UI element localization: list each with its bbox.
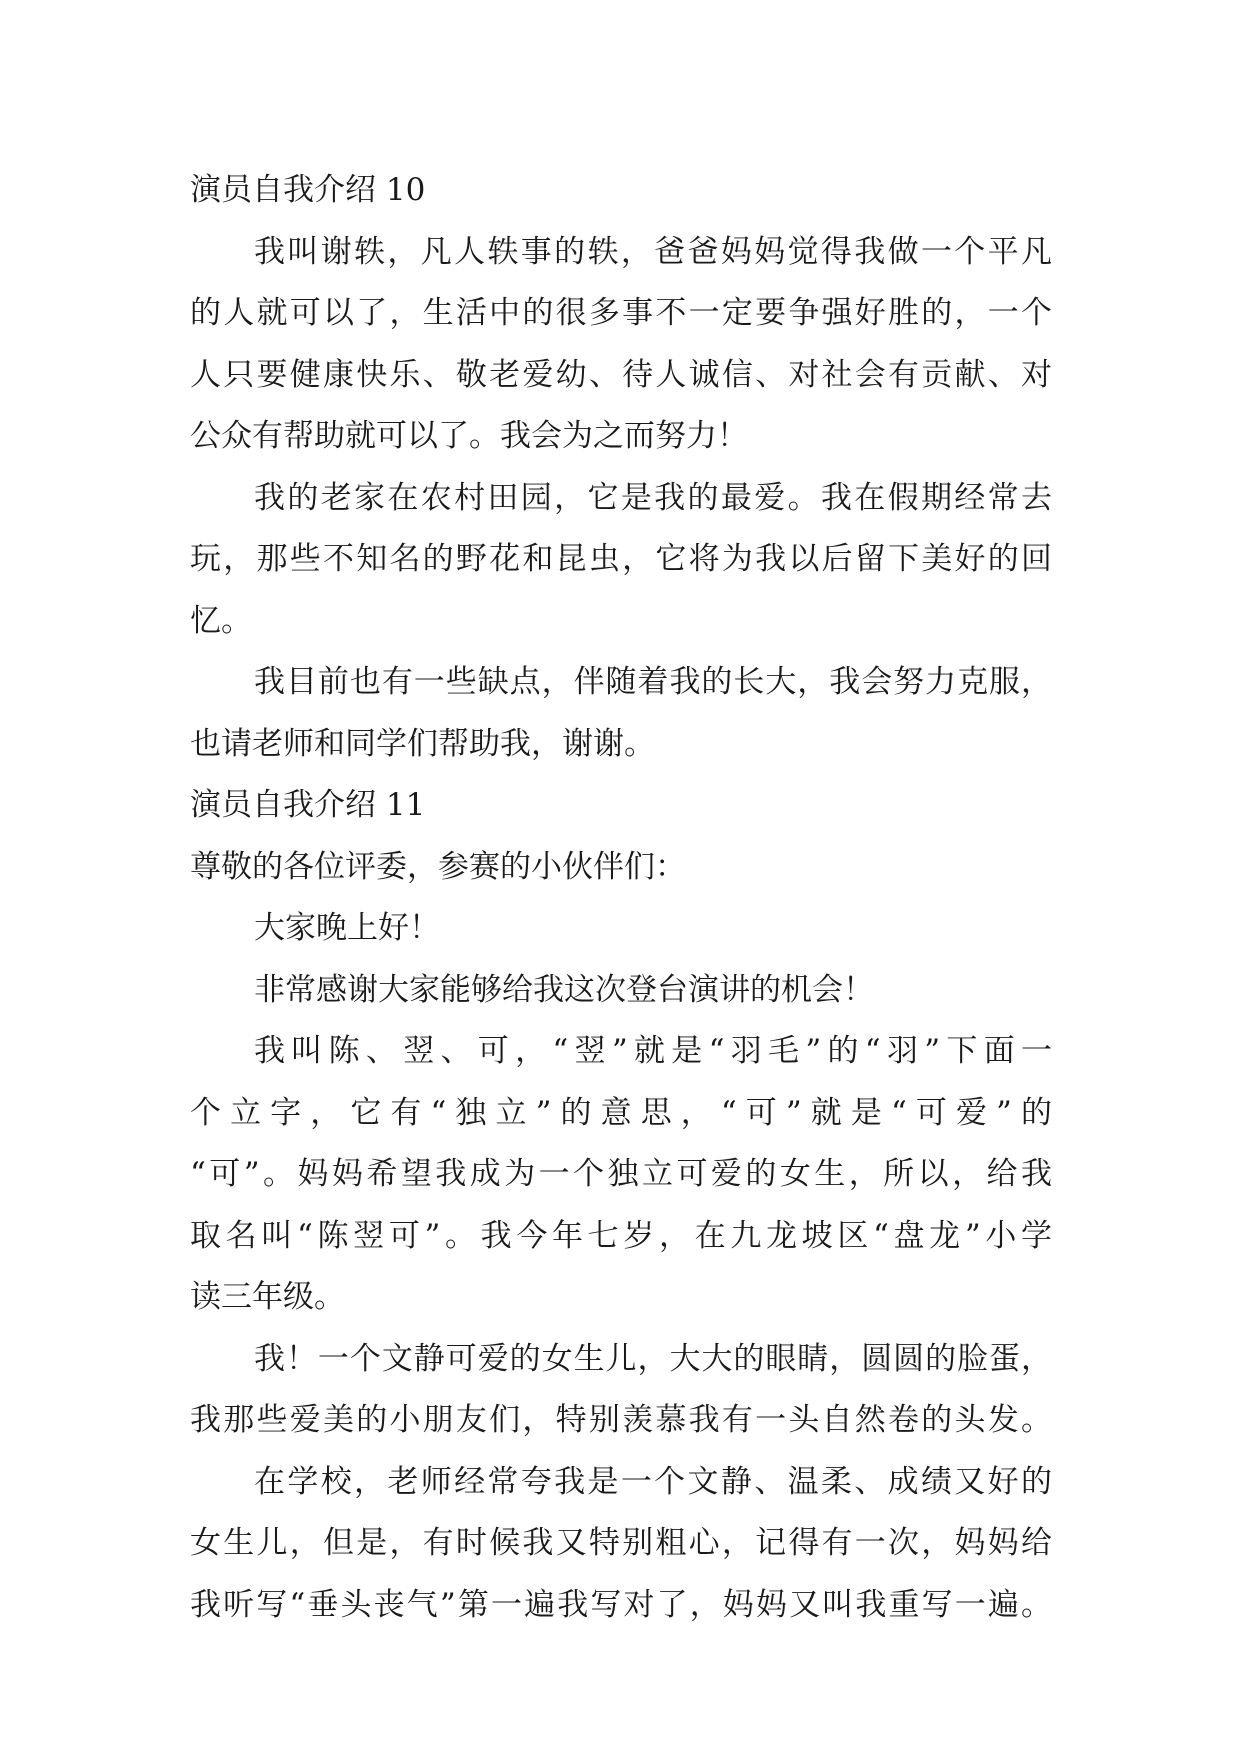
paragraph-line: 公众有帮助就可以了。我会为之而努力！ xyxy=(190,418,748,454)
paragraph-line: 读三年级。 xyxy=(190,1279,345,1315)
paragraph-line: 的人就可以了，生活中的很多事不一定要争强好胜的，一个 xyxy=(190,295,1052,331)
paragraph-line: 个立字，它有“独立”的意思，“可”就是“可爱”的 xyxy=(190,1094,1052,1131)
paragraph-line: 取名叫“陈翌可”。我今年七岁，在九龙坡区“盘龙”小学 xyxy=(190,1217,1052,1254)
section-10-paragraph-3 xyxy=(190,652,1052,775)
paragraph-line: 我叫陈、翌、可，“翌”就是“羽毛”的“羽”下面一 xyxy=(254,1033,1052,1069)
paragraph-line: 我的老家在农村田园，它是我的最爱。我在假期经常去 xyxy=(254,479,1052,516)
paragraph-line: 忆。 xyxy=(190,602,252,639)
paragraph-line: 我叫谢轶，凡人轶事的轶，爸爸妈妈觉得我做一个平凡 xyxy=(254,233,1052,270)
paragraph-line: 我那些爱美的小朋友们，特别羡慕我有一头自然卷的头发。 xyxy=(190,1402,1052,1438)
paragraph-line: “可”。妈妈希望我成为一个独立可爱的女生，所以，给我 xyxy=(190,1156,1052,1192)
paragraph-line: 也请老师和同学们帮助我，谢谢。 xyxy=(190,725,655,762)
paragraph-line: 我目前也有一些缺点，伴随着我的长大，我会努力克服， xyxy=(254,664,1052,700)
paragraph-line: 人只要健康快乐、敬老爱幼、待人诚信、对社会有贡献、对 xyxy=(190,356,1052,393)
section-11-heading: 演员自我介绍 11 xyxy=(190,787,426,823)
greeting: 大家晚上好！ xyxy=(254,910,440,946)
section-11-paragraph-2 xyxy=(190,1329,1052,1452)
paragraph-line: 玩，那些不知名的野花和昆虫，它将为我以后留下美好的回 xyxy=(190,541,1052,577)
section-11-paragraph-1 xyxy=(190,1021,1052,1329)
section-10-paragraph-2 xyxy=(190,468,1052,653)
section-10-paragraph-1 xyxy=(190,222,1052,468)
section-10-heading: 演员自我介绍 10 xyxy=(190,172,426,208)
salutation: 尊敬的各位评委，参赛的小伙伴们： xyxy=(190,848,686,885)
paragraph-line: 在学校，老师经常夸我是一个文静、温柔、成绩又好的 xyxy=(254,1463,1052,1500)
paragraph-line: 女生儿，但是，有时候我又特别粗心，记得有一次，妈妈给 xyxy=(190,1525,1052,1561)
section-11-paragraph-3 xyxy=(190,1452,1052,1637)
paragraph-line: 我！一个文静可爱的女生儿，大大的眼睛，圆圆的脸蛋， xyxy=(254,1340,1052,1377)
thanks-line: 非常感谢大家能够给我这次登台演讲的机会！ xyxy=(254,971,874,1008)
paragraph-line: 我听写“垂头丧气”第一遍我写对了，妈妈又叫我重写一遍。 xyxy=(190,1586,1052,1623)
document-page xyxy=(190,160,1052,1636)
